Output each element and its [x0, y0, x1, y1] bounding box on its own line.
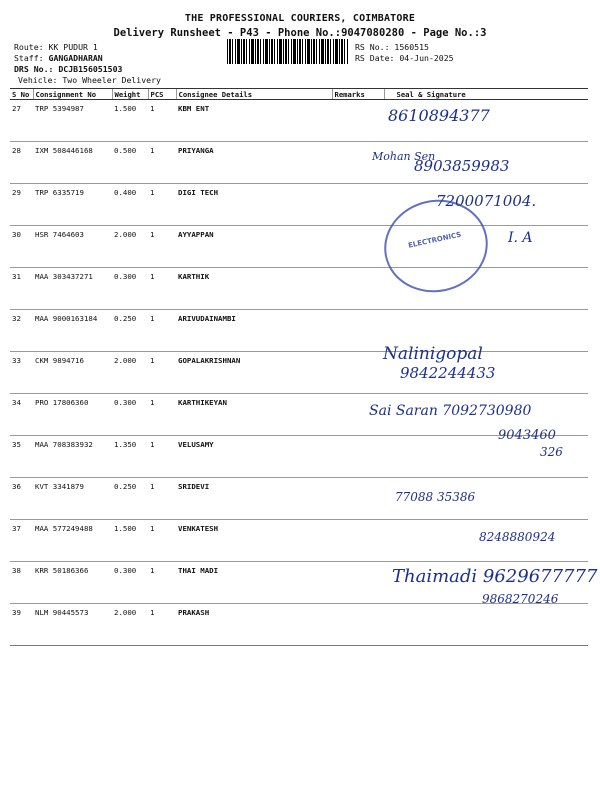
- row-weight: 1.350: [112, 436, 148, 478]
- row-consignee: PRIYANGA: [176, 142, 332, 184]
- barcode-image: [227, 39, 349, 64]
- row-remarks: [332, 478, 384, 520]
- row-pcs: 1: [148, 604, 176, 646]
- row-pcs: 1: [148, 478, 176, 520]
- row-consignment-no: PRO 17806360: [33, 394, 112, 436]
- row-weight: 0.500: [112, 142, 148, 184]
- row-pcs: 1: [148, 184, 176, 226]
- row-consignment-no: IXM 508446168: [33, 142, 112, 184]
- signature-row-38: Thaimadi 9629677777: [392, 566, 598, 587]
- col-header-sno: S No: [10, 89, 33, 100]
- row-pcs: 1: [148, 436, 176, 478]
- drs-number: DRS No.: DCJB156051503: [14, 64, 123, 74]
- vehicle-info: Vehicle: Two Wheeler Delivery: [18, 75, 161, 85]
- row-weight: 0.300: [112, 562, 148, 604]
- row-consignee: SRIDEVI: [176, 478, 332, 520]
- row-remarks: [332, 226, 384, 268]
- row-consignee: AYYAPPAN: [176, 226, 332, 268]
- row-weight: 2.000: [112, 604, 148, 646]
- row-consignee: VENKATESH: [176, 520, 332, 562]
- signature-row-39: 9868270246: [482, 592, 559, 606]
- stamp-label: ELECTRONICS: [407, 230, 463, 250]
- delivery-rows: [10, 100, 588, 646]
- row-sno: 28: [10, 142, 33, 184]
- row-consignee: KARTHIK: [176, 268, 332, 310]
- signature-row-35-extra: 326: [540, 445, 563, 459]
- col-header-remarks: Remarks: [332, 89, 384, 100]
- row-sno: 35: [10, 436, 33, 478]
- row-consignment-no: CKM 9894716: [33, 352, 112, 394]
- row-consignee: DIGI TECH: [176, 184, 332, 226]
- row-pcs: 1: [148, 226, 176, 268]
- signature-row-27: 8610894377: [388, 106, 490, 125]
- staff-name: GANGADHARAN: [48, 53, 103, 63]
- signature-row-37: 8248880924: [479, 530, 556, 544]
- row-weight: 0.400: [112, 184, 148, 226]
- row-consignment-no: MAA 708383932: [33, 436, 112, 478]
- row-sno: 30: [10, 226, 33, 268]
- row-consignee: KBM ENT: [176, 100, 332, 142]
- row-pcs: 1: [148, 142, 176, 184]
- row-pcs: 1: [148, 100, 176, 142]
- row-sno: 39: [10, 604, 33, 646]
- row-consignment-no: KRR 50186366: [33, 562, 112, 604]
- table-row: [10, 268, 588, 310]
- table-header-row: [10, 89, 588, 100]
- row-consignee: PRAKASH: [176, 604, 332, 646]
- col-header-seal-signature: Seal & Signature: [384, 89, 588, 100]
- row-consignment-no: MAA 303437271: [33, 268, 112, 310]
- row-remarks: [332, 184, 384, 226]
- row-weight: 0.250: [112, 310, 148, 352]
- row-pcs: 1: [148, 352, 176, 394]
- row-remarks: [332, 352, 384, 394]
- signature-row-28-name: Mohan Sen: [372, 150, 436, 163]
- row-weight: 2.000: [112, 352, 148, 394]
- row-weight: 1.500: [112, 520, 148, 562]
- col-header-consignment: Consignment No: [33, 89, 112, 100]
- row-sno: 33: [10, 352, 33, 394]
- row-consignment-no: HSR 7464603: [33, 226, 112, 268]
- signature-row-30: I. A: [508, 230, 533, 246]
- signature-row-33-name: Nalinigopal: [383, 344, 483, 364]
- row-sno: 29: [10, 184, 33, 226]
- row-remarks: [332, 268, 384, 310]
- table-row: [10, 226, 588, 268]
- signature-row-35-phone: 9043460: [498, 428, 556, 443]
- row-consignment-no: MAA 9000163184: [33, 310, 112, 352]
- row-consignee: GOPALAKRISHNAN: [176, 352, 332, 394]
- staff-label: Staff:: [14, 53, 44, 63]
- col-header-pcs: PCS: [148, 89, 176, 100]
- row-consignment-no: KVT 3341879: [33, 478, 112, 520]
- row-consignment-no: TRP 6335719: [33, 184, 112, 226]
- row-sno: 31: [10, 268, 33, 310]
- col-header-weight: Weight: [112, 89, 148, 100]
- signature-row-29: 7200071004.: [436, 192, 537, 210]
- row-sno: 27: [10, 100, 33, 142]
- table-row: [10, 352, 588, 394]
- row-pcs: 1: [148, 310, 176, 352]
- route-info: Route: KK PUDUR 1: [14, 42, 98, 52]
- row-pcs: 1: [148, 562, 176, 604]
- row-consignment-no: TRP 5394987: [33, 100, 112, 142]
- table-row: [10, 478, 588, 520]
- signature-row-36: 77088 35386: [395, 490, 476, 504]
- row-remarks: [332, 310, 384, 352]
- row-pcs: 1: [148, 394, 176, 436]
- row-weight: 2.000: [112, 226, 148, 268]
- staff-info: [14, 53, 103, 63]
- row-remarks: [332, 604, 384, 646]
- row-weight: 0.300: [112, 268, 148, 310]
- row-sno: 32: [10, 310, 33, 352]
- row-sno: 36: [10, 478, 33, 520]
- signature-row-34: Sai Saran 7092730980: [369, 403, 532, 419]
- row-consignee: KARTHIKEYAN: [176, 394, 332, 436]
- runsheet-subtitle: Delivery Runsheet - P43 - Phone No.:9047080280 - Page No.:3: [113, 27, 487, 39]
- table-row: [10, 100, 588, 142]
- row-remarks: [332, 436, 384, 478]
- row-consignment-no: MAA 577249488: [33, 520, 112, 562]
- rs-date: RS Date: 04-Jun-2025: [355, 53, 454, 63]
- row-consignee: ARIVUDAINAMBI: [176, 310, 332, 352]
- row-sno: 34: [10, 394, 33, 436]
- row-weight: 1.500: [112, 100, 148, 142]
- row-remarks: [332, 562, 384, 604]
- rs-number: RS No.: 1560515: [355, 42, 429, 52]
- row-seal-signature: [384, 604, 588, 646]
- row-sno: 37: [10, 520, 33, 562]
- row-pcs: 1: [148, 520, 176, 562]
- signature-row-33-phone: 9842244433: [400, 364, 496, 382]
- row-pcs: 1: [148, 268, 176, 310]
- row-consignment-no: NLM 90445573: [33, 604, 112, 646]
- signature-row-28-phone: 8903859983: [414, 157, 510, 175]
- row-consignee: THAI MADI: [176, 562, 332, 604]
- runsheet-company-title: THE PROFESSIONAL COURIERS, COIMBATORE: [184, 13, 416, 24]
- row-remarks: [332, 100, 384, 142]
- table-row: [10, 604, 588, 646]
- row-weight: 0.300: [112, 394, 148, 436]
- row-consignee: VELUSAMY: [176, 436, 332, 478]
- row-weight: 0.250: [112, 478, 148, 520]
- col-header-consignee: Consignee Details: [176, 89, 332, 100]
- row-sno: 38: [10, 562, 33, 604]
- row-remarks: [332, 520, 384, 562]
- table-row: [10, 310, 588, 352]
